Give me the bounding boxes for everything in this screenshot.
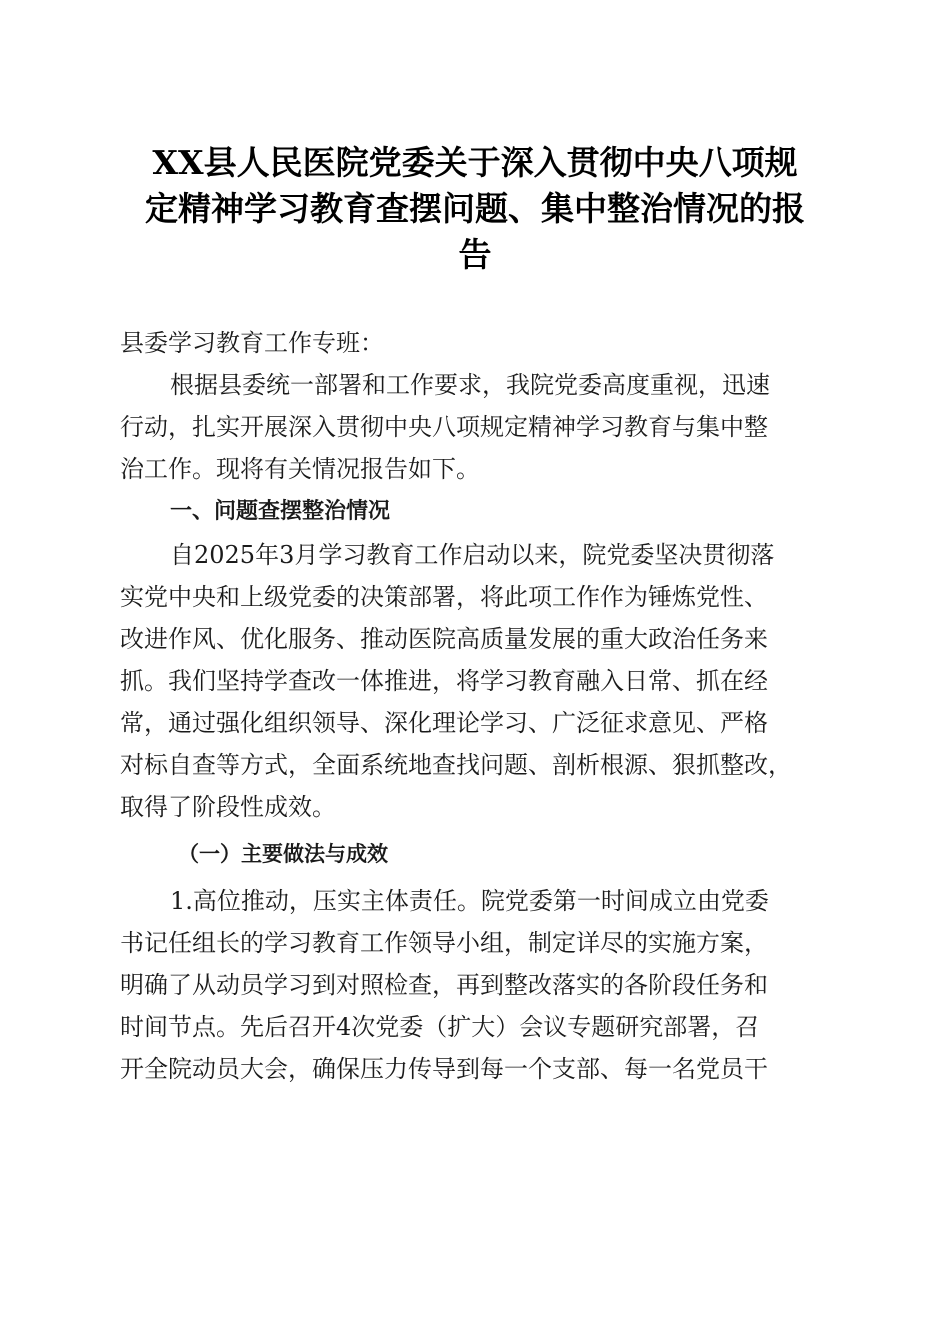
section-heading: 一、问题查摆整治情况 (170, 499, 391, 524)
paragraph-line: 实党中央和上级党委的决策部署，将此项工作作为锤炼党性、 (120, 583, 768, 611)
paragraph-line: 对标自查等方式，全面系统地查找问题、剖析根源、狠抓整改， (120, 751, 792, 779)
paragraph-line: 自2025年3月学习教育工作启动以来，院党委坚决贯彻落 (170, 541, 775, 569)
paragraph-line: 根据县委统一部署和工作要求，我院党委高度重视，迅速 (170, 371, 770, 399)
document-title (110, 140, 840, 278)
paragraph-line: 书记任组长的学习教育工作领导小组，制定详尽的实施方案， (120, 929, 768, 957)
paragraph-line: 改进作风、优化服务、推动医院高质量发展的重大政治任务来 (120, 625, 768, 653)
section1-paragraph (120, 534, 835, 828)
paragraph-line: 抓。我们坚持学查改一体推进，将学习教育融入日常、抓在经 (120, 667, 768, 695)
paragraph-line: 行动，扎实开展深入贯彻中央八项规定精神学习教育与集中整 (120, 413, 768, 441)
paragraph-line: 开全院动员大会，确保压力传导到每一个支部、每一名党员干 (120, 1055, 768, 1083)
salutation: 县委学习教育工作专班： (120, 329, 384, 357)
paragraph-line: 取得了阶段性成效。 (120, 793, 336, 821)
document-body (120, 322, 835, 1090)
title-line: XX县人民医院党委关于深入贯彻中央八项规 (152, 143, 798, 182)
paragraph-line: 明确了从动员学习到对照检查，再到整改落实的各阶段任务和 (120, 971, 768, 999)
paragraph-line: 1.高位推动，压实主体责任。院党委第一时间成立由党委 (170, 887, 769, 915)
paragraph-line: 常，通过强化组织领导、深化理论学习、广泛征求意见、严格 (120, 709, 768, 737)
intro-paragraph (120, 364, 835, 490)
subsection-heading: （一）主要做法与成效 (178, 841, 388, 866)
item1-paragraph (120, 880, 835, 1090)
paragraph-line: 治工作。现将有关情况报告如下。 (120, 455, 480, 483)
title-line: 定精神学习教育查摆问题、集中整治情况的报 (145, 189, 805, 228)
paragraph-line: 时间节点。先后召开4次党委（扩大）会议专题研究部署，召 (120, 1013, 760, 1041)
title-line: 告 (458, 235, 492, 274)
